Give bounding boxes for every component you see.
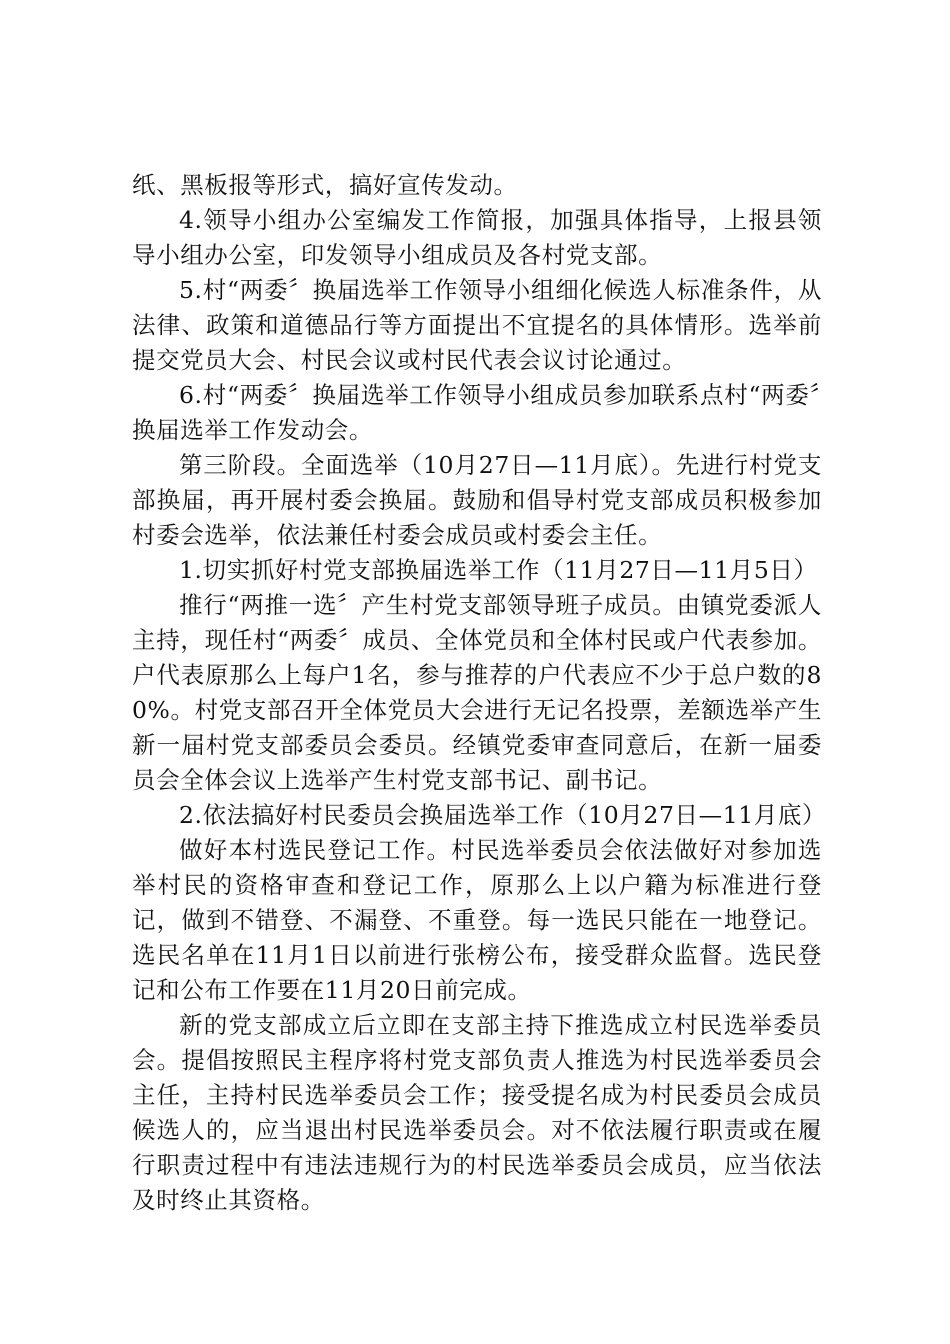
paragraph-stage-three: 第三阶段。全面选举（10月27日—11月底）。先进行村党支部换届，再开展村委会换届。鼓励和倡导村党支部成员积极参加村委会选举，依法兼任村委会成员或村委会主任。	[132, 451, 822, 549]
paragraph-election-committee: 新的党支部成立后立即在支部主持下推选成立村民选举委员会。提倡按照民主程序将村党支部负责人推选为村民选举委员会主任，主持村民选举委员会工作；接受提名成为村民委员会成员候选人的，应当退出村民选举委员会。对不依法履行职责或在履行职责过程中有违法违规行为的村民选举委员会成员，应当依法及时终止其资格。	[132, 1011, 822, 1214]
paragraph-voter-registration: 做好本村选民登记工作。村民选举委员会依法做好对参加选举村民的资格审查和登记工作，原那么上以户籍为标准进行登记，做到不错登、不漏登、不重登。每一选民只能在一地登记。选民名单在11月1日以前进行张榜公布，接受群众监督。选民登记和公布工作要在11月20日前完成。	[132, 836, 822, 1004]
paragraph-item-4: 4.领导小组办公室编发工作简报，加强具体指导，上报县领导小组办公室，印发领导小组成员及各村党支部。	[132, 206, 822, 269]
paragraph-villagers-committee-heading: 2.依法搞好村民委员会换届选举工作（10月27日—11月底）	[179, 801, 827, 829]
paragraph-continuation: 纸、黑板报等形式，搞好宣传发动。	[132, 171, 518, 199]
paragraph-party-branch-body: 推行“两推一选〞产生村党支部领导班子成员。由镇党委派人主持，现任村“两委〞成员、全体党员和全体村民或户代表参加。户代表原那么上每户1名，参与推荐的户代表应不少于总户数的80%。村党支部召开全体党员大会进行无记名投票，差额选举产生新一届村党支部委员会委员。经镇党委审查同意后，在新一届委员会全体会议上选举产生村党支部书记、副书记。	[132, 591, 822, 794]
document-page	[132, 168, 827, 1218]
paragraph-item-6: 6.村“两委〞换届选举工作领导小组成员参加联系点村“两委〞换届选举工作发动会。	[132, 381, 822, 444]
paragraph-party-branch-heading: 1.切实抓好村党支部换届选举工作（11月27日—11月5日）	[179, 556, 818, 584]
paragraph-item-5: 5.村“两委〞换届选举工作领导小组细化候选人标准条件，从法律、政策和道德品行等方面提出不宜提名的具体情形。选举前提交党员大会、村民会议或村民代表会议讨论通过。	[132, 276, 822, 374]
